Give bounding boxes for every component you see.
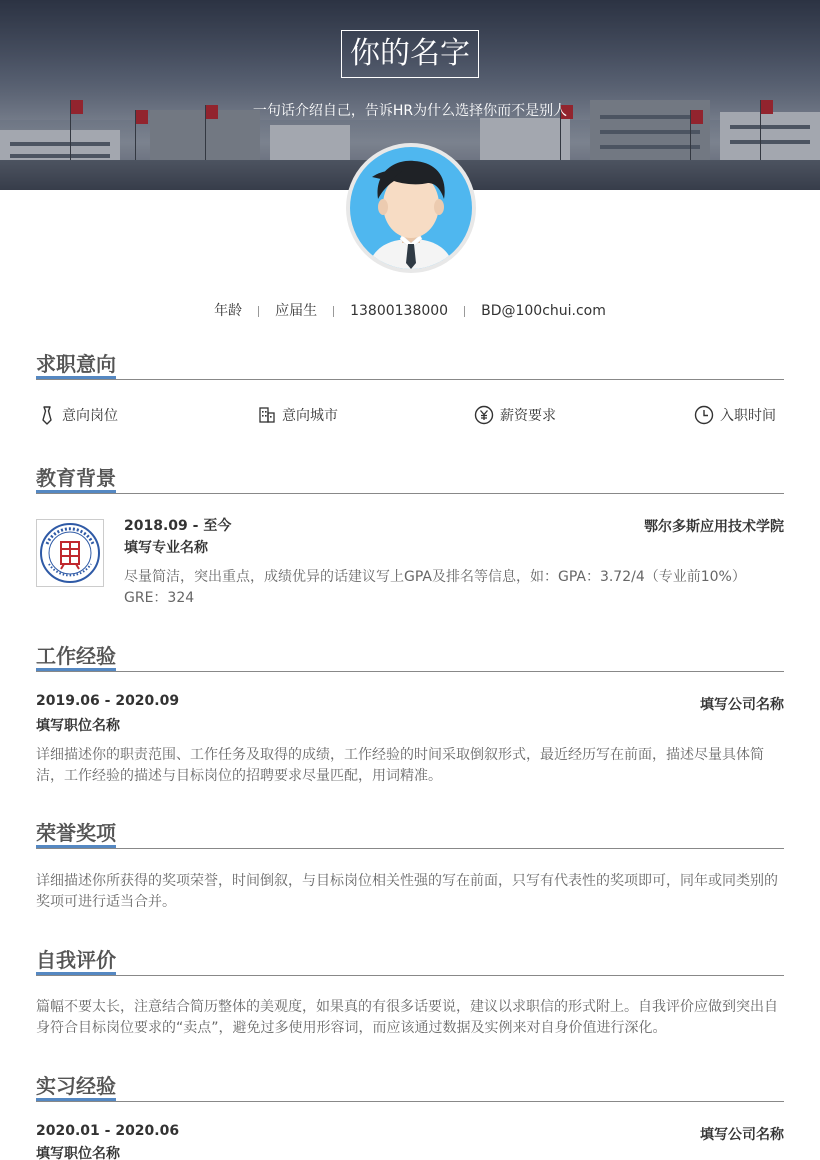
avatar-person-icon <box>350 147 472 269</box>
tie-icon <box>38 405 56 425</box>
applicant-name: 你的名字 <box>341 30 479 78</box>
building-icon <box>258 406 276 424</box>
section-divider <box>36 671 784 672</box>
section-divider <box>36 379 784 380</box>
honors-description: 详细描述你所获得的奖项荣誉，时间倒叙，与目标岗位相关性强的写在前面，只写有代表性的奖项即可，同年或同类别的奖项可进行适当合并。 <box>36 873 778 910</box>
school-logo <box>36 519 104 587</box>
section-divider <box>36 848 784 849</box>
avatar <box>346 143 476 273</box>
intent-salary <box>474 404 556 426</box>
section-title-self: 自我评价 <box>36 946 116 976</box>
section-title-honors: 荣誉奖项 <box>36 819 116 849</box>
intent-start-date <box>694 404 776 426</box>
contact-email: BD@100chui.com <box>481 303 606 319</box>
major-name: 填写专业名称 <box>124 540 208 556</box>
yen-icon <box>474 405 494 425</box>
section-divider <box>36 1101 784 1102</box>
self-description: 篇幅不要太长，注意结合简历整体的美观度，如果真的有很多话要说，建议以求职信的形式附上。自我评价应做到突出自身符合目标岗位要求的“卖点”，避免过多使用形容词，而应该通过数据及实例来对自身价值进行深化。 <box>36 999 778 1036</box>
section-divider <box>36 975 784 976</box>
intern-position: 填写职位名称 <box>36 1146 120 1160</box>
intent-city <box>258 404 338 426</box>
clock-icon <box>694 405 714 425</box>
education-period: 2018.09 - 至今 <box>124 518 232 534</box>
job-intent-row <box>36 404 784 426</box>
tagline: 一句话介绍自己，告诉HR为什么选择你而不是别人 <box>252 103 568 119</box>
school-name: 鄂尔多斯应用技术学院 <box>644 519 784 535</box>
work-position: 填写职位名称 <box>36 718 120 734</box>
intent-start-date-label: 入职时间 <box>720 408 776 424</box>
section-title-work: 工作经验 <box>36 642 116 672</box>
education-description: 尽量简洁，突出重点，成绩优异的话建议写上GPA及排名等信息，如：GPA：3.72/4（专业前10%） GRE：324 <box>124 569 746 606</box>
intent-position <box>38 404 118 426</box>
intent-salary-label: 薪资要求 <box>500 408 556 424</box>
section-title-intent: 求职意向 <box>36 350 116 380</box>
work-company: 填写公司名称 <box>700 697 784 713</box>
section-divider <box>36 493 784 494</box>
section-title-education: 教育背景 <box>36 464 116 494</box>
section-title-intern: 实习经验 <box>36 1072 116 1102</box>
contact-phone: 13800138000 <box>350 303 449 319</box>
work-description: 详细描述你的职责范围、工作任务及取得的成绩，工作经验的时间采取倒叙形式，最近经历写在前面，描述尽量具体简洁，工作经验的描述与目标岗位的招聘要求尽量匹配，用词精准。 <box>36 747 764 784</box>
intern-company: 填写公司名称 <box>700 1127 784 1143</box>
intent-city-label: 意向城市 <box>282 408 338 424</box>
intent-position-label: 意向岗位 <box>62 408 118 424</box>
work-period: 2019.06 - 2020.09 <box>36 693 180 709</box>
contact-status: 应届生 <box>275 303 318 319</box>
contact-info <box>0 300 820 320</box>
intern-period: 2020.01 - 2020.06 <box>36 1123 180 1139</box>
contact-age: 年龄 <box>214 303 243 319</box>
school-seal-icon <box>37 520 103 586</box>
